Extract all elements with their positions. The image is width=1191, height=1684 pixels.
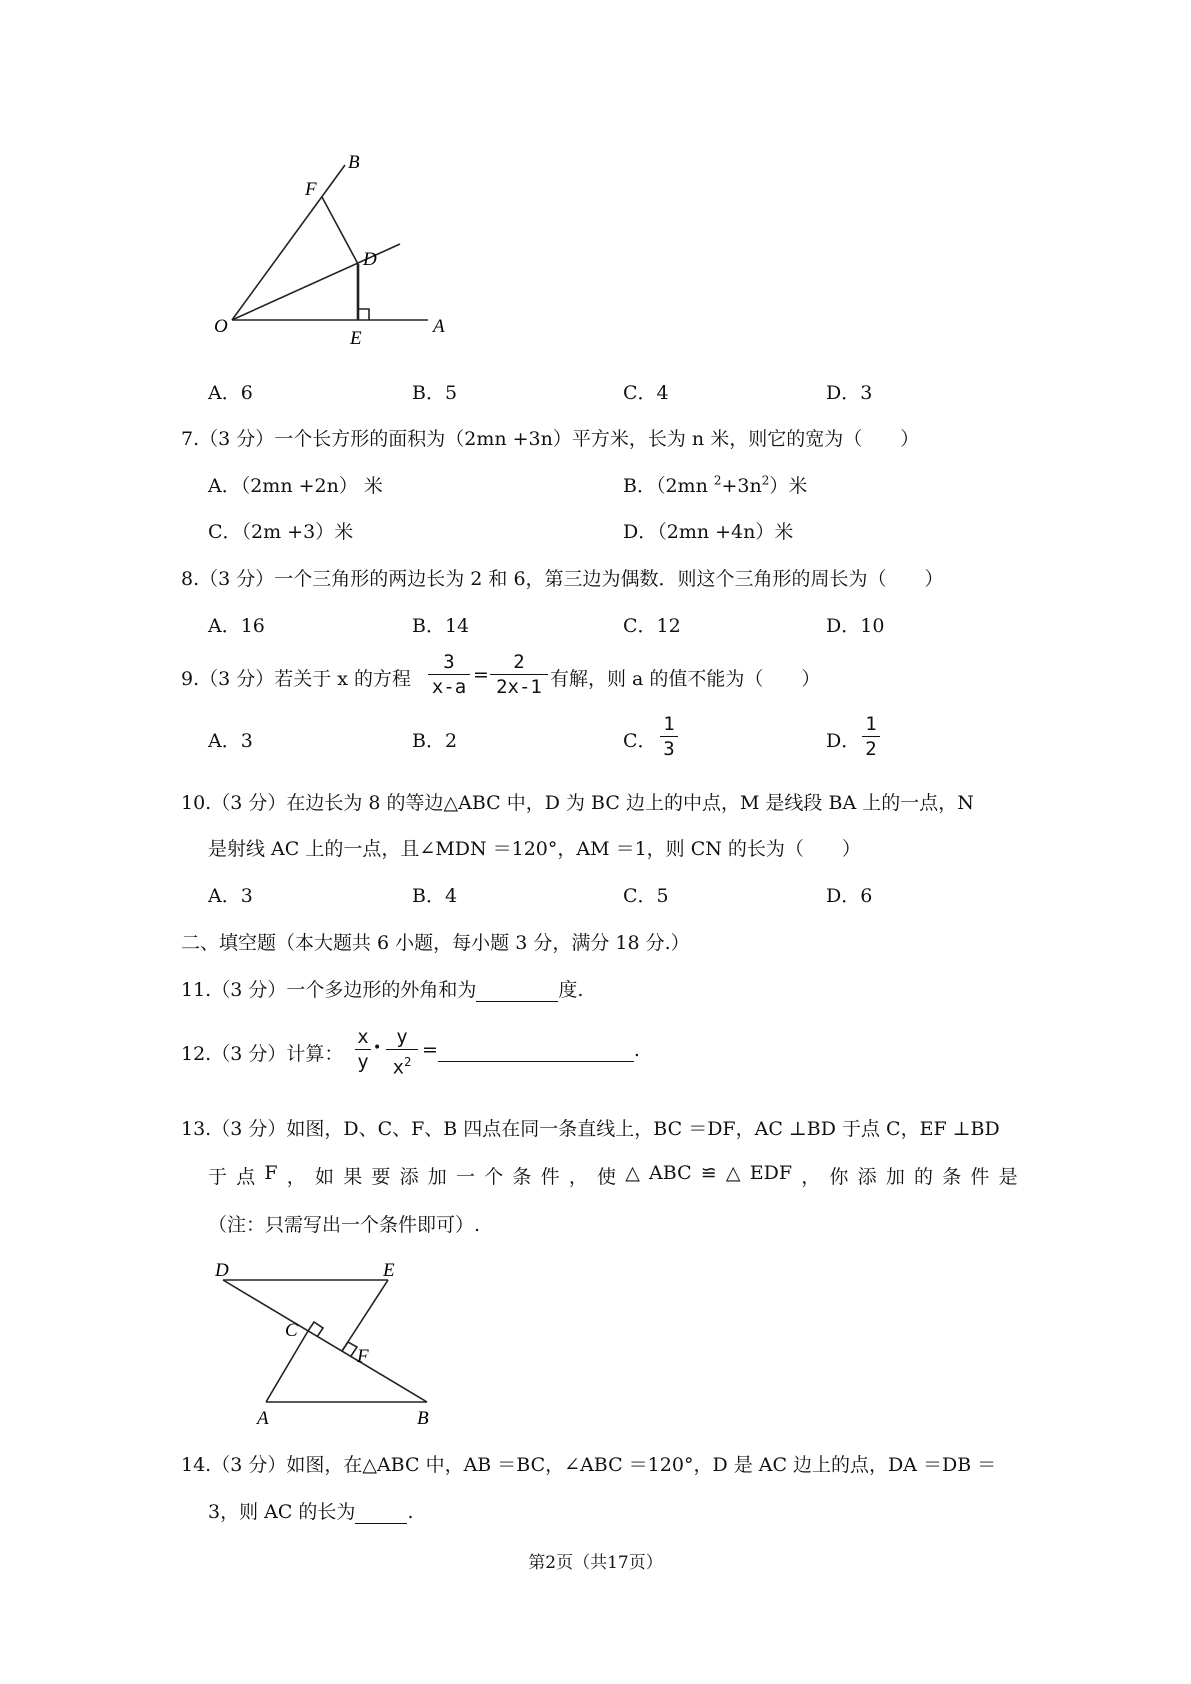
q13-word: EDF xyxy=(749,1162,793,1184)
q14-answer-blank[interactable] xyxy=(355,1501,407,1524)
section-title-fill-in: 二、填空题（本大题共 6 小题，每小题 3 分，满分 18 分.） xyxy=(181,932,690,954)
q6-option-c[interactable]: C．4 xyxy=(623,382,669,404)
q7-option-b-sup1: 2 xyxy=(713,473,722,488)
fraction-bar xyxy=(862,736,880,737)
q12-f2-num: y xyxy=(396,1026,408,1048)
q9-stem-post: 有解，则 a 的值不能为（ ） xyxy=(550,668,821,690)
q9-option-d-fraction xyxy=(862,713,880,760)
q7-option-c[interactable]: C．（2m +3）米 xyxy=(208,521,354,543)
q12-fraction-1 xyxy=(355,1026,371,1073)
fraction-bar xyxy=(428,674,470,675)
q13-word: 你 xyxy=(829,1166,849,1188)
label-a: A xyxy=(433,316,445,337)
q13-line3: （注：只需写出一个条件即可）. xyxy=(208,1214,481,1236)
q12-equals: = xyxy=(422,1039,438,1061)
q9-option-a[interactable]: A．3 xyxy=(208,730,253,752)
q13-word: 如 xyxy=(314,1166,334,1188)
q8-option-a[interactable]: A．16 xyxy=(208,615,265,637)
q9-option-c-fraction xyxy=(660,713,678,760)
q7-option-b-mid: +3n xyxy=(721,475,762,497)
q9-option-c-num: 1 xyxy=(663,713,675,735)
fraction-bar xyxy=(386,1049,418,1050)
q13-line2 xyxy=(208,1162,1018,1189)
q7-option-b[interactable] xyxy=(623,471,807,498)
q11-answer-blank[interactable] xyxy=(476,979,558,1002)
q9-fraction-1 xyxy=(428,651,470,698)
q13-word: ， xyxy=(286,1166,306,1188)
q13-word: 果 xyxy=(343,1166,363,1188)
q6-option-d[interactable]: D．3 xyxy=(826,382,873,404)
q9-fraction-2 xyxy=(490,651,548,698)
q8-stem: 8.（3 分）一个三角形的两边长为 2 和 6，第三边为偶数．则这个三角形的周长为（ ） xyxy=(181,568,944,590)
q7-option-d[interactable]: D．（2mn +4n）米 xyxy=(623,521,794,543)
q13-word: 添 xyxy=(857,1166,877,1188)
q9-option-d-den: 2 xyxy=(865,738,877,760)
label-a: A xyxy=(257,1408,269,1429)
q12-f2-den-wrap xyxy=(386,1051,418,1078)
q13-line1: 13.（3 分）如图，D、C、F、B 四点在同一条直线上，BC ＝DF，AC ⊥BD 于点 C，EF ⊥BD xyxy=(181,1118,1000,1140)
q13-word: 使 xyxy=(597,1166,617,1188)
q12-f2-den: x xyxy=(392,1056,405,1079)
q13-word: 件 xyxy=(540,1166,560,1188)
q14-line1: 14.（3 分）如图，在△ABC 中，AB ＝BC，∠ABC ＝120°，D 是 AC 边上的点，DA ＝DB ＝ xyxy=(181,1454,997,1476)
q12-answer-blank[interactable] xyxy=(438,1039,634,1062)
q13-word: 加 xyxy=(885,1166,905,1188)
q7-option-b-post: ）米 xyxy=(769,475,808,497)
q7-stem: 7.（3 分）一个长方形的面积为（2mn +3n）平方米，长为 n 米，则它的宽为（ ） xyxy=(181,428,920,450)
q14-line2-post: . xyxy=(407,1501,414,1523)
q13-word: 件 xyxy=(970,1166,990,1188)
q13-word: 的 xyxy=(914,1166,934,1188)
q9-option-c[interactable] xyxy=(623,726,657,753)
q9-option-c-prefix: C． xyxy=(623,730,657,752)
label-d: D xyxy=(363,249,377,270)
q9-stem-pre: 9.（3 分）若关于 x 的方程 xyxy=(181,668,412,690)
q13-word: 条 xyxy=(942,1166,962,1188)
q14-line2 xyxy=(208,1497,413,1524)
q12-pre: 12.（3 分）计算： xyxy=(181,1043,344,1065)
fraction-bar xyxy=(355,1049,371,1050)
q10-line2: 是射线 AC 上的一点，且∠MDN ＝120°，AM ＝1，则 CN 的长为（ ） xyxy=(208,838,861,860)
q12-answer xyxy=(422,1039,640,1062)
label-f: F xyxy=(357,1346,369,1367)
q13-word: 添 xyxy=(399,1166,419,1188)
q7-option-a[interactable]: A．（2mn +2n） 米 xyxy=(208,475,383,497)
q13-word: 要 xyxy=(371,1166,391,1188)
q12-f2-sup: 2 xyxy=(404,1055,412,1069)
q11 xyxy=(181,975,583,1002)
label-e: E xyxy=(350,328,362,349)
q12-f1-num: x xyxy=(357,1026,369,1048)
fraction-bar xyxy=(660,736,678,737)
label-b: B xyxy=(417,1408,429,1429)
q13-word: 条 xyxy=(512,1166,532,1188)
label-e: E xyxy=(383,1260,395,1281)
q9-option-c-den: 3 xyxy=(663,738,675,760)
q9-option-d[interactable] xyxy=(826,726,860,753)
q13-word: F xyxy=(264,1162,278,1184)
q13-word: 是 xyxy=(998,1166,1018,1188)
page-footer: 第2页（共17页） xyxy=(528,1553,663,1573)
q13-word: 一 xyxy=(456,1166,476,1188)
q10-option-d[interactable]: D．6 xyxy=(826,885,873,907)
q12-dot: • xyxy=(373,1040,382,1056)
figure-angle-bisector xyxy=(200,150,460,350)
q13-word: ≌ xyxy=(700,1162,717,1184)
q13-word: ， xyxy=(568,1166,588,1188)
q14-line2-pre: 3，则 AC 的长为 xyxy=(208,1501,356,1523)
q8-option-d[interactable]: D．10 xyxy=(826,615,885,637)
q13-word: △ xyxy=(625,1162,640,1184)
label-o: O xyxy=(214,316,228,337)
q8-option-c[interactable]: C．12 xyxy=(623,615,681,637)
q7-option-b-pre: B．（2mn xyxy=(623,475,714,497)
fraction-bar xyxy=(490,674,548,675)
q13-word: 个 xyxy=(484,1166,504,1188)
q9-option-d-num: 1 xyxy=(865,713,877,735)
q12-post: . xyxy=(633,1039,640,1061)
q10-option-b[interactable]: B．4 xyxy=(412,885,458,907)
q9-frac1-num: 3 xyxy=(443,651,455,673)
label-f: F xyxy=(305,179,317,200)
figure-congruent-triangles xyxy=(205,1252,445,1432)
q12-f1-den: y xyxy=(357,1051,369,1073)
q11-post: 度. xyxy=(558,979,584,1001)
q11-pre: 11.（3 分）一个多边形的外角和为 xyxy=(181,979,477,1001)
q6-option-a[interactable]: A．6 xyxy=(208,382,253,404)
q13-word: 点 xyxy=(236,1166,256,1188)
q13-word: △ xyxy=(725,1162,741,1184)
label-c: C xyxy=(285,1320,298,1341)
q9-equals: = xyxy=(473,664,489,686)
label-b: B xyxy=(348,152,360,173)
q6-option-b[interactable]: B．5 xyxy=(412,382,458,404)
q9-option-b[interactable]: B．2 xyxy=(412,730,458,752)
q9-frac2-num: 2 xyxy=(513,651,525,673)
q8-option-b[interactable]: B．14 xyxy=(412,615,470,637)
label-d: D xyxy=(215,1260,229,1281)
q10-line1: 10.（3 分）在边长为 8 的等边△ABC 中，D 为 BC 边上的中点，M 是线段 BA 上的一点，N xyxy=(181,792,974,814)
q12-fraction-2 xyxy=(386,1026,418,1078)
q13-word: ABC xyxy=(649,1162,692,1184)
q13-word: ， xyxy=(801,1166,821,1188)
q13-word: 于 xyxy=(208,1166,228,1188)
q9-frac2-den: 2x-1 xyxy=(496,676,542,698)
q10-option-a[interactable]: A．3 xyxy=(208,885,253,907)
q9-option-d-prefix: D． xyxy=(826,730,861,752)
q7-option-b-sup2: 2 xyxy=(761,473,770,488)
q10-option-c[interactable]: C．5 xyxy=(623,885,669,907)
q9-frac1-den: x-a xyxy=(431,676,467,698)
q13-word: 加 xyxy=(427,1166,447,1188)
